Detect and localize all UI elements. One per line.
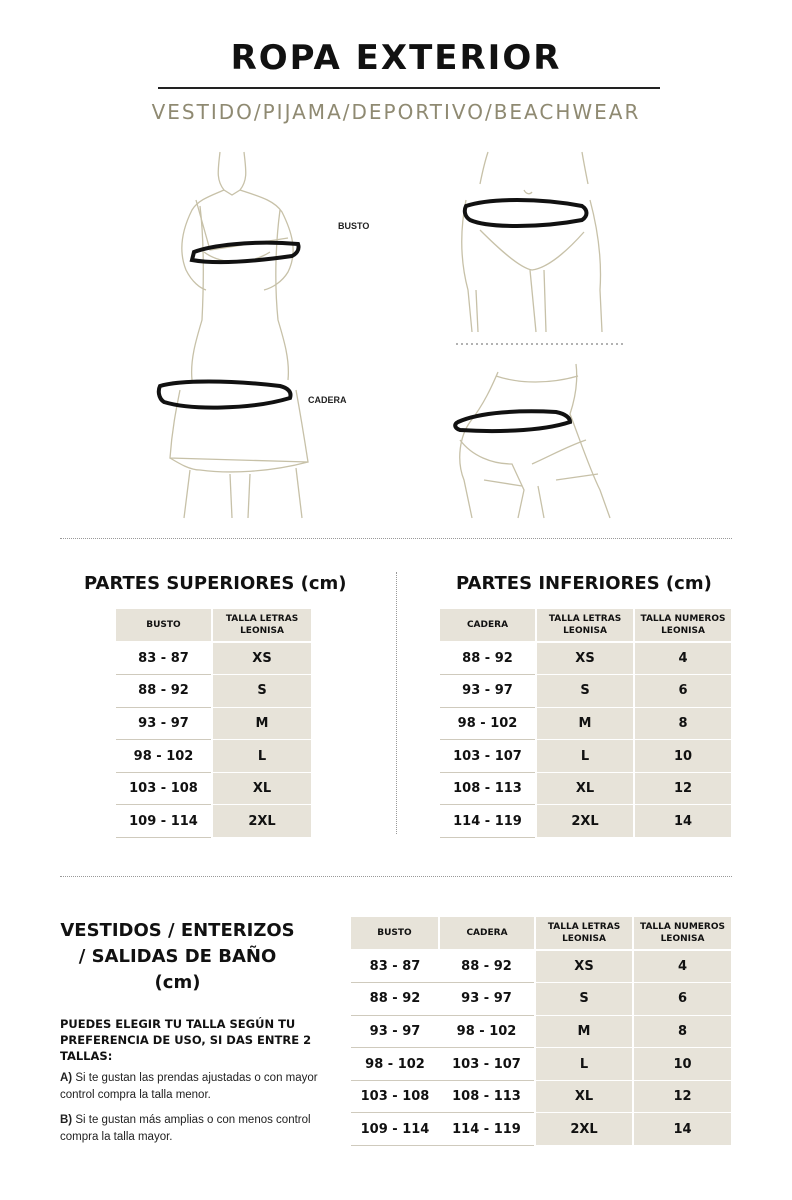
table-cell: XS [212, 642, 311, 675]
table-cell: 14 [633, 1113, 731, 1146]
page-title: ROPA EXTERIOR [230, 38, 562, 78]
table-row [440, 675, 731, 708]
table-header: TALLA NUMEROS LEONISA [633, 917, 731, 950]
table-row [351, 983, 731, 1016]
table-header: BUSTO [351, 917, 439, 950]
table-cell: 108 - 113 [439, 1080, 535, 1113]
table-row [351, 950, 731, 983]
table-cell: M [212, 707, 311, 740]
notes-heading: PUEDES ELEGIR TU TALLA SEGÚN TU PREFERENCIA DE USO, SI DAS ENTRE 2 TALLAS: [60, 1017, 312, 1063]
column-divider [396, 572, 397, 834]
table-cell: M [535, 1015, 633, 1048]
table-cell: XL [535, 1080, 633, 1113]
table-row [440, 805, 731, 838]
table-row [351, 1048, 731, 1081]
table-cell: 114 - 119 [439, 1113, 535, 1146]
table-cell: 88 - 92 [439, 950, 535, 983]
table-cell: 93 - 97 [351, 1015, 439, 1048]
inferiores-table [440, 609, 731, 838]
table-cell: 93 - 97 [116, 707, 212, 740]
table-cell: S [212, 675, 311, 708]
table-cell: 6 [633, 983, 731, 1016]
table-row [116, 772, 311, 805]
table-row [116, 707, 311, 740]
table-cell: 6 [634, 675, 731, 708]
table-cell: 2XL [212, 805, 311, 838]
table-cell: 109 - 114 [351, 1113, 439, 1146]
table-row [116, 740, 311, 773]
table-cell: L [536, 740, 634, 773]
vestidos-table [351, 917, 731, 1146]
measurement-illustrations [120, 140, 660, 530]
title-divider [158, 87, 660, 89]
note-b-label: B) [60, 1114, 73, 1126]
table-row [116, 805, 311, 838]
table-cell: 12 [634, 772, 731, 805]
table-header: CADERA [439, 917, 535, 950]
table-cell: 88 - 92 [351, 983, 439, 1016]
table-cell: 98 - 102 [440, 707, 536, 740]
table-row [440, 772, 731, 805]
table-cell: 103 - 108 [116, 772, 212, 805]
table-cell: 98 - 102 [351, 1048, 439, 1081]
table-cell: 10 [633, 1048, 731, 1081]
table-cell: 88 - 92 [116, 675, 212, 708]
table-cell: 98 - 102 [439, 1015, 535, 1048]
table-cell: 4 [634, 642, 731, 675]
table-cell: 8 [634, 707, 731, 740]
superiores-title: PARTES SUPERIORES (cm) [84, 573, 347, 594]
table-row [440, 707, 731, 740]
table-row [116, 675, 311, 708]
table-cell: 103 - 107 [440, 740, 536, 773]
vestidos-title-line: VESTIDOS / ENTERIZOS [60, 920, 295, 941]
superiores-table [116, 609, 311, 838]
table-header: BUSTO [116, 609, 212, 642]
table-row [116, 642, 311, 675]
table-cell: XL [536, 772, 634, 805]
busto-label: BUSTO [338, 221, 370, 231]
note-a [60, 1070, 340, 1104]
table-cell: XS [536, 642, 634, 675]
table-cell: 109 - 114 [116, 805, 212, 838]
table-row [351, 1113, 731, 1146]
inferiores-title: PARTES INFERIORES (cm) [456, 573, 712, 594]
table-header: TALLA LETRAS LEONISA [536, 609, 634, 642]
table-cell: XS [535, 950, 633, 983]
section-divider [60, 538, 732, 539]
table-cell: 2XL [536, 805, 634, 838]
section-divider [60, 876, 732, 877]
table-cell: 114 - 119 [440, 805, 536, 838]
vestidos-title [40, 918, 315, 996]
table-row [440, 740, 731, 773]
table-cell: 83 - 87 [351, 950, 439, 983]
cadera-label: CADERA [308, 395, 347, 405]
body-figures-illustration [120, 140, 660, 530]
table-header: TALLA NUMEROS LEONISA [634, 609, 731, 642]
note-a-label: A) [60, 1072, 73, 1084]
vestidos-title-line: / SALIDAS DE BAÑO [78, 946, 277, 967]
table-cell: S [536, 675, 634, 708]
table-cell: 93 - 97 [440, 675, 536, 708]
table-header: CADERA [440, 609, 536, 642]
page-subtitle: VESTIDO/PIJAMA/DEPORTIVO/BEACHWEAR [151, 100, 641, 124]
table-cell: 83 - 87 [116, 642, 212, 675]
table-row [351, 1015, 731, 1048]
note-b [60, 1112, 340, 1146]
table-cell: 12 [633, 1080, 731, 1113]
table-cell: S [535, 983, 633, 1016]
table-cell: 103 - 107 [439, 1048, 535, 1081]
table-cell: L [212, 740, 311, 773]
table-cell: 88 - 92 [440, 642, 536, 675]
table-cell: 10 [634, 740, 731, 773]
table-cell: XL [212, 772, 311, 805]
table-cell: 93 - 97 [439, 983, 535, 1016]
note-b-text: Si te gustan más amplias o con menos control compra la talla mayor. [60, 1114, 311, 1143]
table-cell: 14 [634, 805, 731, 838]
table-cell: 4 [633, 950, 731, 983]
table-cell: 103 - 108 [351, 1080, 439, 1113]
table-cell: 108 - 113 [440, 772, 536, 805]
table-cell: 8 [633, 1015, 731, 1048]
table-cell: 2XL [535, 1113, 633, 1146]
note-a-text: Si te gustan las prendas ajustadas o con mayor control compra la talla menor. [60, 1072, 318, 1101]
table-row [440, 642, 731, 675]
vestidos-title-line: (cm) [154, 972, 201, 993]
table-cell: L [535, 1048, 633, 1081]
table-cell: 98 - 102 [116, 740, 212, 773]
table-header: TALLA LETRAS LEONISA [535, 917, 633, 950]
table-cell: M [536, 707, 634, 740]
table-row [351, 1080, 731, 1113]
table-header: TALLA LETRAS LEONISA [212, 609, 311, 642]
